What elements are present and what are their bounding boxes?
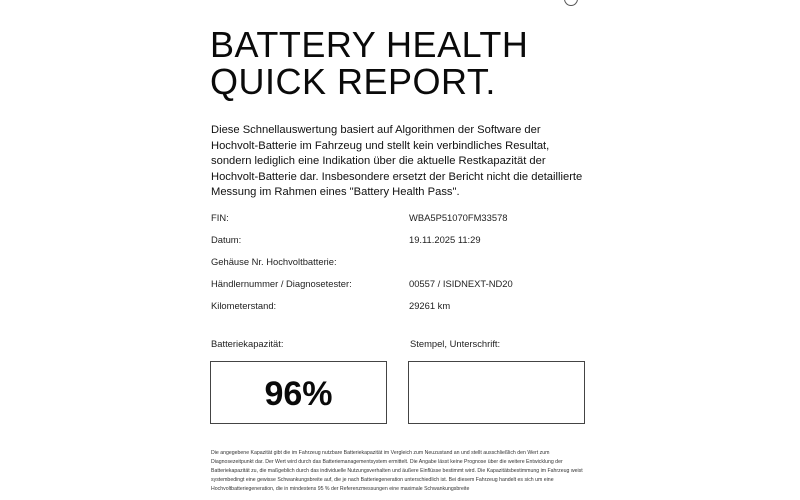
vehicle-info-table <box>211 211 591 321</box>
battery-capacity-box <box>210 361 387 424</box>
info-row-fin <box>211 211 591 233</box>
info-row-dealer <box>211 277 591 299</box>
battery-capacity-label: Batteriekapazität: <box>211 338 284 349</box>
disclaimer-footnote: Die angegebene Kapazität gibt die im Fahrzeug nutzbare Batteriekapazität im Vergleich zum Neuzustand an und stellt ausschließlich den Wert zum Diagnosezeitpunkt dar. Der Wert wird durch das Batteriemanagementsystem ermittelt. Die Angabe lässt keine Prognose über die weitere Entwicklung der Batteriekapazität zu, die maßgeblich durch das individuelle Nutzungsverhalten und äußere Einflüsse bestimmt wird. Die Kapazitätsbestimmung im Fahrzeug weist systembedingt eine gewisse Schwankungsbreite auf, die je nach Batteriegeneration unterschiedlich ist. Bei diesem Fahrzeug handelt es sich um eine Hochvoltbatteriegeneration, die in mindestens 95 % der Referenzmessungen eine maximale Schwankungsbreite <box>211 450 583 492</box>
report-title-line2: QUICK REPORT. <box>210 61 496 102</box>
date-label: Datum: <box>211 234 242 245</box>
report-title-line1: BATTERY HEALTH <box>210 24 529 65</box>
info-row-mileage <box>211 299 591 321</box>
mileage-label: Kilometerstand: <box>211 300 277 311</box>
fin-label: FIN: <box>211 212 229 223</box>
date-value: 19.11.2025 11:29 <box>409 234 481 245</box>
report-title <box>210 26 528 100</box>
circle-icon <box>564 0 578 6</box>
mileage-value: 29261 km <box>409 300 451 311</box>
info-row-date <box>211 233 591 255</box>
dealer-label: Händlernummer / Diagnosetester: <box>211 278 352 289</box>
dealer-value: 00557 / ISIDNEXT-ND20 <box>409 278 513 289</box>
housing-number-label: Gehäuse Nr. Hochvoltbatterie: <box>211 256 337 267</box>
stamp-signature-box <box>408 361 585 424</box>
stamp-signature-label: Stempel, Unterschrift: <box>410 338 501 349</box>
battery-capacity-value: 96% <box>264 375 333 413</box>
intro-paragraph: Diese Schnellauswertung basiert auf Algorithmen der Software der Hochvolt-Batterie im Fahrzeug und stellt kein verbindliches Resultat, sondern lediglich eine Indikation über die aktuelle Restkapazität der Hochvolt-Batterie dar. Insbesondere ersetzt der Bericht nicht die detaillierte Messung im Rahmen eines "Battery Health Pass". <box>211 124 583 199</box>
fin-value: WBA5P51070FM33578 <box>409 212 508 223</box>
info-row-housing-number <box>211 255 591 277</box>
